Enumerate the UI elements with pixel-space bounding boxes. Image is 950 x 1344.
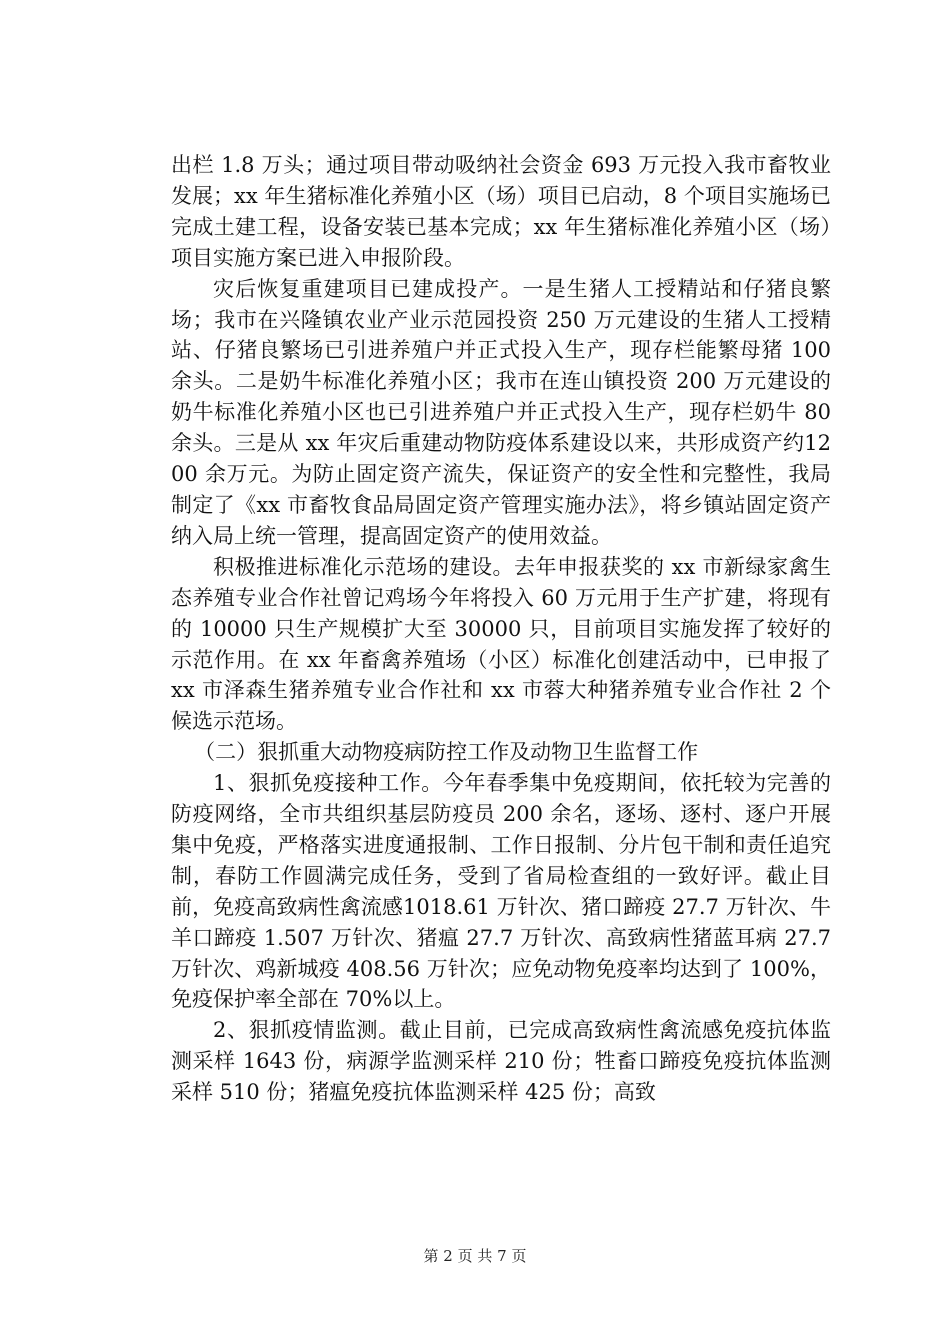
page-number-footer: 第 2 页 共 7 页 bbox=[423, 1247, 527, 1265]
paragraph: 出栏 1.8 万头；通过项目带动吸纳社会资金 693 万元投入我市畜牧业发展；xx 年生猪标准化养殖小区（场）项目已启动，8 个项目实施场已完成土建工程，设备安装已基本完成；xx 年生猪标准化养殖小区（场）项目实施方案已进入申报阶段。 bbox=[171, 153, 831, 270]
paragraph: 1、狠抓免疫接种工作。今年春季集中免疫期间，依托较为完善的防疫网络，全市共组织基层防疫员 200 余名，逐场、逐村、逐户开展集中免疫，严格落实进度通报制、工作日报制、分片包干制和责任追究制，春防工作圆满完成任务，受到了省局检查组的一致好评。截止目前，免疫高致病性禽流感1018.61 万针次、猪口蹄疫 27.7 万针次、牛羊口蹄疫 1.507 万针次、猪瘟 27.7 万针次、高致病性猪蓝耳病 27.7 万针次、鸡新城疫 408.56 万针次；应免动物免疫率均达到了 100%，免疫保护率全部在 70%以上。 bbox=[171, 771, 831, 1012]
paragraph: 灾后恢复重建项目已建成投产。一是生猪人工授精站和仔猪良繁场；我市在兴隆镇农业产业示范园投资 250 万元建设的生猪人工授精站、仔猪良繁场已引进养殖户并正式投入生产，现存栏能繁母猪 100 余头。二是奶牛标准化养殖小区；我市在连山镇投资 200 万元建设的奶牛标准化养殖小区也已引进养殖户并正式投入生产，现存栏奶牛 80 余头。三是从 xx 年灾后重建动物防疫体系建设以来，共形成资产约1200 余万元。为防止固定资产流失，保证资产的安全性和完整性，我局制定了《xx 市畜牧食品局固定资产管理实施办法》，将乡镇站固定资产纳入局上统一管理，提高固定资产的使用效益。 bbox=[171, 276, 831, 548]
paragraph: 积极推进标准化示范场的建设。去年申报获奖的 xx 市新绿家禽生态养殖专业合作社曾记鸡场今年将投入 60 万元用于生产扩建，将现有的 10000 只生产规模扩大至 30000 只，目前项目实施发挥了较好的示范作用。在 xx 年畜禽养殖场（小区）标准化创建活动中，已申报了 xx 市泽森生猪养殖专业合作社和 xx 市蓉大种猪养殖专业合作社 2 个候选示范场。 bbox=[171, 554, 831, 734]
section-heading: （二）狠抓重大动物疫病防控工作及动物卫生监督工作 bbox=[194, 740, 699, 765]
paragraph: 2、狠抓疫情监测。截止目前，已完成高致病性禽流感免疫抗体监测采样 1643 份，病源学监测采样 210 份；牲畜口蹄疫免疫抗体监测采样 510 份；猪瘟免疫抗体监测采样 425 份；高致 bbox=[171, 1018, 831, 1105]
body-text bbox=[171, 150, 831, 1108]
